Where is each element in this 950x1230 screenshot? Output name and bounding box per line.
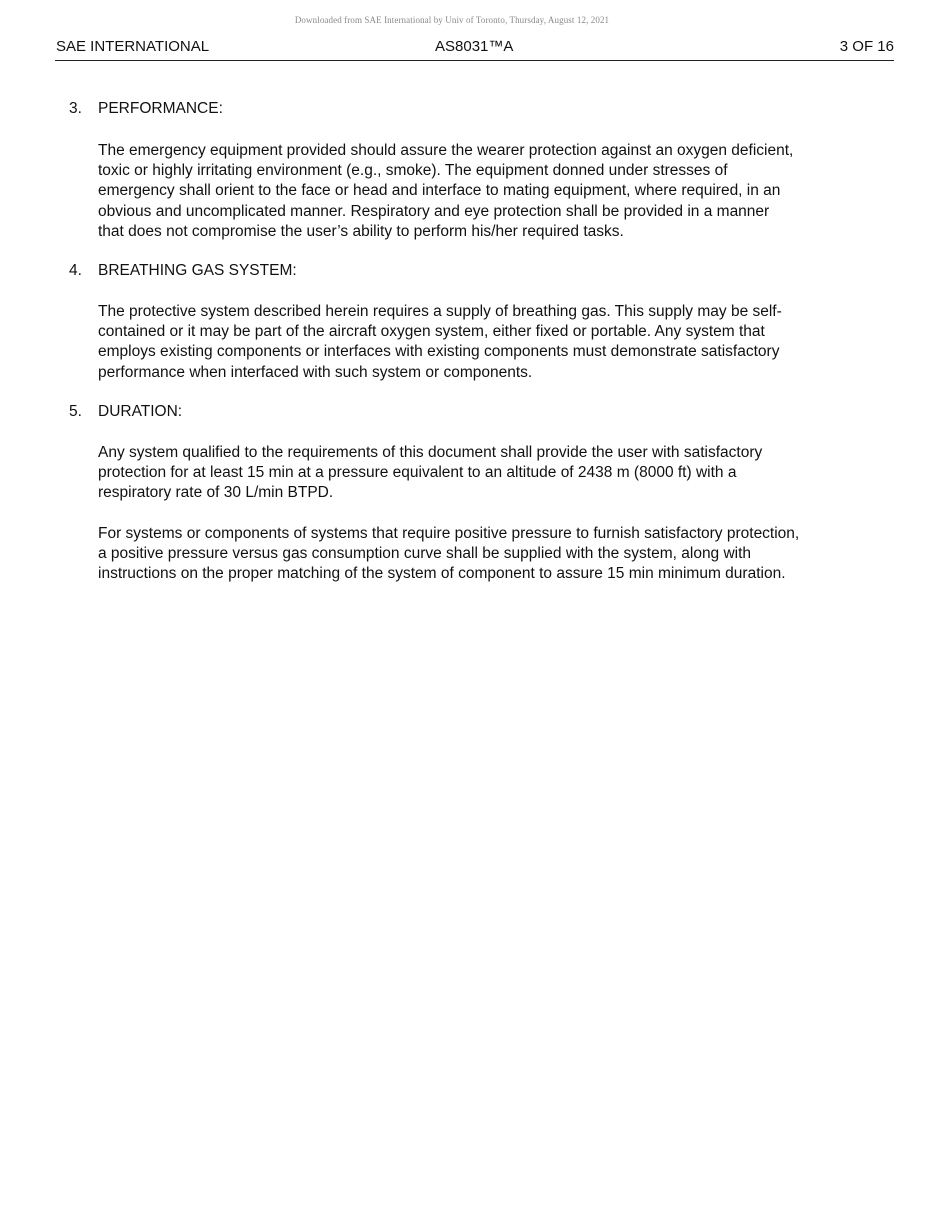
text-line: contained or it may be part of the aircraft oxygen system, either fixed or portable. Any system that [98,323,765,341]
text-line: For systems or components of systems that require positive pressure to furnish satisfactory protection, [98,525,800,542]
section-title: PERFORMANCE: [98,100,223,117]
text-line: employs existing components or interfaces with existing components must demonstrate satisfactory [98,343,780,361]
text-line: Any system qualified to the requirements of this document shall provide the user with satisfactory [98,444,763,461]
download-watermark: Downloaded from SAE International by Univ of Toronto, Thursday, August 12, 2021 [294,15,610,25]
text-line: that does not compromise the user’s ability to perform his/her required tasks. [98,222,624,240]
text-line: emergency shall orient to the face or head and interface to mating equipment, where required, in an [98,182,781,200]
section-number: 4. [69,262,82,279]
section-title: BREATHING GAS SYSTEM: [98,262,297,279]
text-line: instructions on the proper matching of the system of component to assure 15 min minimum duration. [98,565,786,583]
text-line: a positive pressure versus gas consumption curve shall be supplied with the system, along with [98,545,752,563]
text-line: obvious and uncomplicated manner. Respiratory and eye protection shall be provided in a manner [98,202,770,220]
page-header [55,38,894,61]
text-line: protection for at least 15 min at a pressure equivalent to an altitude of 2438 m (8000 ft) with a [98,464,737,482]
text-line: performance when interfaced with such system or components. [98,363,533,381]
header-page-number: 3 OF 16 [839,38,894,55]
header-document-number: AS8031™A [435,38,514,55]
paragraph [98,524,878,585]
header-publisher: SAE INTERNATIONAL [56,38,210,55]
paragraph [98,443,878,504]
text-line: The protective system described herein requires a supply of breathing gas. This supply may be self- [98,303,782,320]
text-line: respiratory rate of 30 L/min BTPD. [98,484,334,502]
text-line: toxic or highly irritating environment (e.g., smoke). The equipment donned under stresses of [98,162,728,180]
section-number: 5. [69,403,82,420]
section-number: 3. [69,100,82,117]
paragraph [98,302,878,383]
section-title: DURATION: [98,403,183,420]
text-line: The emergency equipment provided should assure the wearer protection against an oxygen deficient, [98,142,794,159]
paragraph [98,141,878,242]
